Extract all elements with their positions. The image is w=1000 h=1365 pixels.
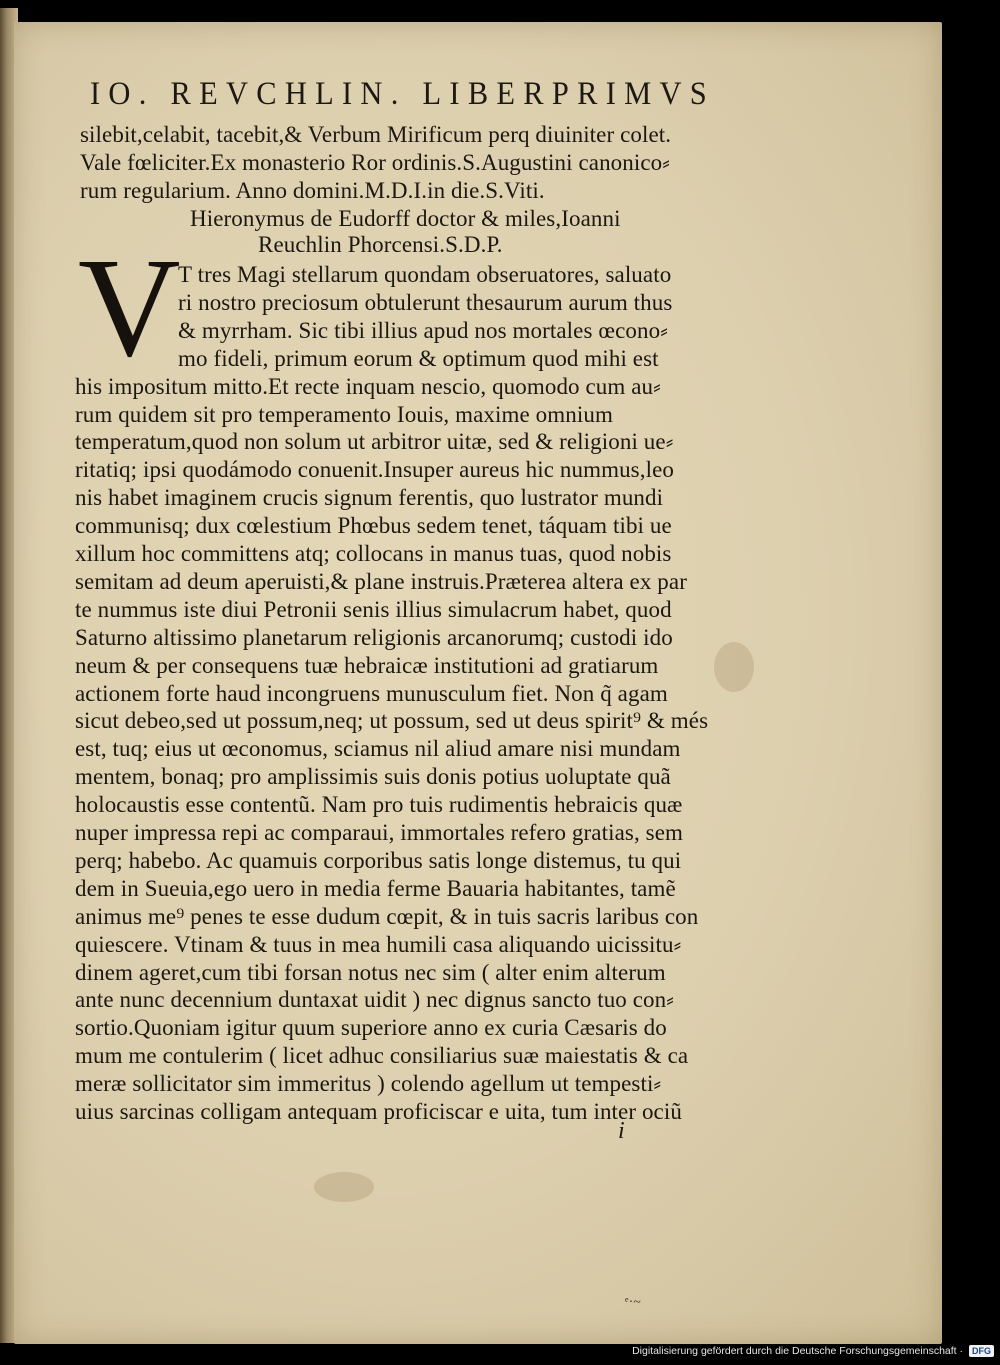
body-line: ri nostro preciosum obtulerunt thesaurum aurum thus: [178, 289, 673, 315]
body-line: & myrrham. Sic tibi illius apud nos mortales œcono⸗: [178, 317, 668, 343]
intro-line: Vale fœliciter.Ex monasterio Ror ordinis.S.Augustini canonico⸗: [80, 150, 671, 175]
body-line: ritatiq; ipsi quodámodo conuenit.Insuper aureus hic nummus,leo: [75, 457, 674, 483]
body-line: mentem, bonaq; pro amplissimis suis donis potius uoluptate quã: [75, 764, 671, 790]
body-line: te nummus iste diui Petronii senis illius simulacrum habet, quod: [75, 596, 672, 622]
body-line: T tres Magi stellarum quondam obseruatores, saluato: [178, 262, 672, 287]
signature-mark: ᵉ·~: [625, 1295, 641, 1310]
body-line: semitam ad deum aperuisti,& plane instruis.Præterea altera ex par: [75, 568, 687, 594]
intro-line: rum regularium. Anno domini.M.D.I.in die.S.Viti.: [80, 178, 545, 203]
body-line: neum & per consequens tuæ hebraicæ institutioni ad gratiarum: [75, 652, 659, 678]
catchword: i: [618, 1118, 625, 1144]
body-line: animus me⁹ penes te esse dudum cœpit, & in tuis sacris laribus con: [75, 903, 699, 929]
body-line: actionem forte haud incongruens munusculum fiet. Non q̃ agam: [75, 680, 668, 706]
body-line: sicut debeo,sed ut possum,neq; ut possum, sed ut deus spirit⁹ & més: [75, 708, 709, 734]
body-line: xillum hoc committens atq; collocans in manus tuas, quod nobis: [75, 541, 672, 566]
footer-credit: Digitalisierung gefördert durch die Deutsche Forschungsgemeinschaft ·: [632, 1345, 963, 1357]
body-line: mo fideli, primum eorum & optimum quod mihi est: [178, 345, 659, 371]
running-header: IO. REVCHLIN. LIBERPRIMVS: [90, 76, 715, 112]
body-line: rum quidem sit pro temperamento Iouis, maxime omnium: [75, 401, 613, 427]
body-line: dem in Sueuia,ego uero in media ferme Bauaria habitantes, tamẽ: [75, 875, 676, 901]
dfg-logo: DFG: [969, 1345, 994, 1357]
body-line: Saturno altissimo planetarum religionis arcanorumq; custodi ido: [75, 624, 673, 650]
body-line: holocaustis esse contentũ. Nam pro tuis rudimentis hebraicis quæ: [75, 792, 683, 818]
salutation-line: Reuchlin Phorcensi.S.D.P.: [258, 232, 503, 257]
paper-stain: [714, 642, 754, 692]
drop-cap-initial: V: [78, 228, 181, 386]
body-line: sortio.Quoniam igitur quum superiore anno ex curia Cæsaris do: [75, 1015, 667, 1041]
body-line: ante nunc decennium duntaxat uidit ) nec dignus sancto tuo con⸗: [75, 987, 675, 1013]
body-line: his impositum mitto.Et recte inquam nescio, quomodo cum au⸗: [75, 373, 661, 399]
body-line: nis habet imaginem crucis signum ferentis, quo lustrator mundi: [75, 485, 664, 511]
body-line: quiescere. Vtinam & tuus in mea humili casa aliquando uicissitu⸗: [75, 931, 682, 957]
body-line: meræ sollicitator sim immeritus ) colendo agellum ut tempesti⸗: [75, 1071, 662, 1097]
body-line: communisq; dux cœlestium Phœbus sedem tenet, táquam tibi ue: [75, 513, 672, 539]
salutation-line: Hieronymus de Eudorff doctor & miles,Ioanni: [190, 206, 621, 231]
paper-stain: [314, 1172, 374, 1202]
body-line: temperatum,quod non solum ut arbitror uitæ, sed & religioni ue⸗: [75, 429, 674, 455]
footer-bar: [632, 1343, 994, 1359]
intro-line: silebit,celabit, tacebit,& Verbum Mirificum perq diuiniter colet.: [80, 122, 672, 147]
body-line: mum me contulerim ( licet adhuc consiliarius suæ maiestatis & ca: [75, 1043, 689, 1069]
body-line: nuper impressa repi ac comparaui, immortales refero gratias, sem: [75, 820, 683, 845]
body-line: dinem ageret,cum tibi forsan notus nec sim ( alter enim alterum: [75, 959, 666, 985]
body-line: est, tuq; eius ut œconomus, sciamus nil aliud amare nisi mundam: [75, 736, 681, 762]
body-line: perq; habebo. Ac quamuis corporibus satis longe distemus, tu qui: [75, 847, 682, 873]
body-line: uius sarcinas colligam antequam proficiscar e uita, tum inter ociũ: [75, 1099, 682, 1124]
